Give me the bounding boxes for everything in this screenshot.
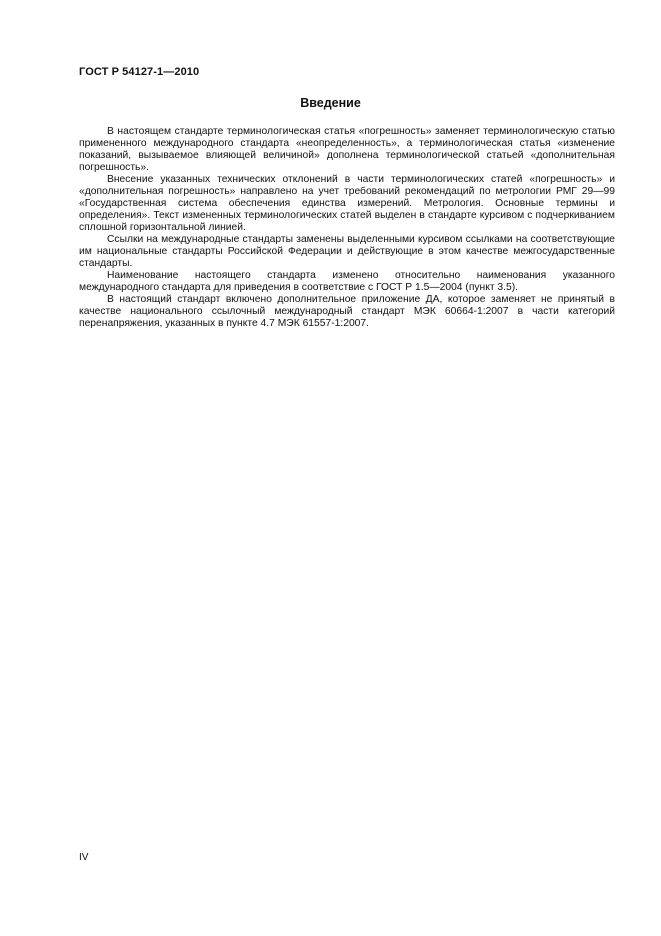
document-header: ГОСТ Р 54127-1—2010 [79,66,200,78]
paragraph: В настоящем стандарте терминологическая статья «погрешность» заменяет терминологическую статью примененного международного стандарта «неопределенность», а терминологическая статья «изменение показаний, вызываемое влияющей величиной» дополнена терминологической статьей «дополнительная погрешность». [79,126,615,173]
paragraph: Наименование настоящего стандарта изменено относительно наименования указанного международного стандарта для приведения в соответствие с ГОСТ Р 1.5—2004 (пункт 3.5). [79,270,615,293]
section-title: Введение [300,96,361,110]
page-number: IV [79,852,89,863]
paragraph: В настоящий стандарт включено дополнительное приложение ДА, которое заменяет не принятый в качестве национального ссылочный международный стандарт МЭК 60664-1:2007 в части категорий перенапряжения, указанных в пункте 4.7 МЭК 61557-1:2007. [79,294,615,329]
body-text [79,126,615,330]
paragraph: Внесение указанных технических отклонений в части терминологических статей «погрешность» и «дополнительная погрешность» направлено на учет требований рекомендаций по метрологии РМГ 29—99 «Государственная система обеспечения единства измерений. Метрология. Основные термины и определения». Текст измененных терминологических статей выделен в стандарте курсивом с подчеркиванием сплошной горизонтальной линией. [79,174,615,233]
paragraph: Ссылки на международные стандарты заменены выделенными курсивом ссылками на соответствующие им национальные стандарты Российской Федерации и действующие в этом качестве межгосударственные стандарты. [79,234,615,269]
